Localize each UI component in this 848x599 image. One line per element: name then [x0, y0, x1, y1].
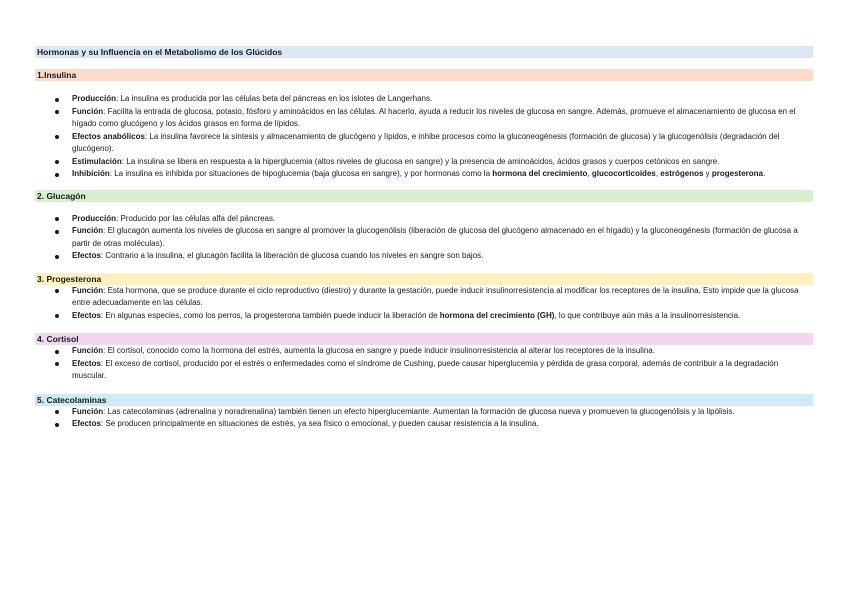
section-heading: 2. Glucagón — [35, 190, 813, 202]
item-separator: : — [103, 406, 108, 416]
section-heading: 3. Progesterona — [35, 273, 813, 285]
item-term: Función — [72, 226, 104, 235]
item-text: . — [763, 169, 766, 178]
item-term: Producción — [72, 94, 117, 103]
item-term: Efectos — [72, 358, 101, 368]
list-item — [35, 406, 813, 419]
item-text: La insulina se libera en respuesta a la hiperglucemia (altos niveles de glucosa en sangre) y la presencia de aminoácidos, ácidos grasos y cuerpos cetónicos en sangre. — [126, 156, 720, 166]
section-progesterona — [35, 273, 813, 323]
item-text: Esta hormona, que se produce durante el ciclo reproductivo (diestro) y durante la gestación, puede inducir insulinorresistencia al modificar los receptores de la insulina. Esto impide que la glucosa entre adecuadamente en las células. — [72, 285, 799, 307]
bullet-list — [35, 93, 813, 181]
list-item — [35, 358, 813, 383]
bullet-list — [35, 406, 813, 431]
item-emphasis: glucocorticoides — [591, 169, 656, 178]
item-text: Las catecolaminas (adrenalina y noradrenalina) también tienen un efecto hiperglucemiante. Aumentan la formación de glucosa nueva y promueven la glucogenólisis y la lipólisis. — [107, 406, 735, 416]
section-glucagon — [35, 190, 813, 263]
item-term: Estimulación — [72, 156, 122, 166]
item-text: El glucagón aumenta los niveles de glucosa en sangre al promover la glucogenólisis (liberación de glucosa del glucógeno almacenado en el hígado) y la gluconeogénesis (formación de glucosa a partir de otras moléculas). — [72, 226, 798, 248]
document-page — [35, 46, 813, 431]
item-separator: : — [121, 156, 127, 166]
item-text: , — [587, 169, 592, 178]
item-separator: : — [144, 131, 150, 141]
item-emphasis: hormona del crecimiento (GH) — [439, 310, 555, 320]
item-term: Función — [72, 406, 104, 416]
list-item — [35, 418, 813, 431]
list-item — [35, 250, 813, 263]
item-term: Efectos — [72, 251, 101, 260]
item-term: Efectos — [72, 310, 101, 320]
item-term: Función — [72, 285, 104, 295]
bullet-list — [35, 345, 813, 383]
section-insulina — [35, 69, 813, 181]
item-separator: : — [100, 251, 106, 260]
item-text: Facilita la entrada de glucosa, potasio, fósforo y aminoácidos en las células. Al hacerlo, ayuda a reducir los niveles de glucosa en sangre. Además, promueve el almacenamiento de glucosa en el hígado como glucógeno y los ácidos grasos en forma de lípidos. — [72, 106, 796, 128]
list-item — [35, 93, 813, 106]
item-separator: : — [103, 285, 108, 295]
item-separator: : — [100, 310, 106, 320]
item-separator: : — [109, 169, 115, 178]
item-term: Inhibición — [72, 169, 110, 178]
item-text: Se producen principalmente en situaciones de estrés, ya sea físico o emocional, y pueden causar resistencia a la insulina. — [105, 419, 539, 428]
item-text: , lo que contribuye aún más a la insulinorresistencia. — [554, 310, 741, 320]
item-text: La insulina es producida por las células beta del páncreas en los islotes de Langerhans. — [120, 94, 433, 103]
item-text: , — [655, 169, 661, 178]
item-separator: : — [116, 213, 121, 223]
section-cortisol — [35, 333, 813, 383]
section-heading: 1.Insulina — [35, 69, 813, 81]
item-term: Función — [72, 346, 104, 355]
item-text: El exceso de cortisol, producido por el estrés o enfermedades como el síndrome de Cushing, puede causar hiperglucemia y pérdida de grasa corporal, además de contribuir a la degradación muscular. — [72, 358, 779, 380]
section-heading: 5. Catecolaminas — [35, 394, 813, 406]
item-separator: : — [103, 106, 108, 116]
list-item — [35, 285, 813, 310]
item-separator: : — [103, 346, 108, 355]
section-heading: 4. Cortisol — [35, 333, 813, 345]
list-item — [35, 156, 813, 169]
item-text: La insulina es inhibida por situaciones de hipoglucemia (baja glucosa en sangre), y por hormonas como la — [114, 169, 493, 178]
section-catecolaminas — [35, 394, 813, 431]
list-item — [35, 310, 813, 323]
list-item — [35, 345, 813, 358]
item-separator: : — [116, 94, 121, 103]
list-item — [35, 131, 813, 156]
list-item — [35, 213, 813, 226]
item-text: Producido por las células alfa del páncreas. — [120, 213, 276, 223]
item-emphasis: estrógenos — [660, 169, 704, 178]
list-item — [35, 168, 813, 181]
item-text: El cortisol, conocido como la hormona del estrés, aumenta la glucosa en sangre y puede inducir insulinorresistencia al alterar los receptores de la insulina. — [107, 346, 655, 355]
item-term: Función — [72, 106, 104, 116]
item-text: En algunas especies, como los perros, la progesterona también puede inducir la liberación de — [105, 310, 440, 320]
item-text: y — [703, 169, 712, 178]
document-title: Hormonas y su Influencia en el Metabolismo de los Glúcidos — [35, 46, 813, 58]
item-text: Contrario a la insulina, el glucagón facilita la liberación de glucosa cuando los niveles en sangre son bajos. — [105, 251, 484, 260]
item-term: Efectos anabólicos — [72, 131, 145, 141]
bullet-list — [35, 285, 813, 323]
item-text: La insulina favorece la síntesis y almacenamiento de glucógeno y lípidos, e inhibe procesos como la gluconeogénesis (formación de glucosa) y la glucogenólisis (degradación del glucógeno). — [72, 131, 780, 153]
item-emphasis: progesterona — [711, 169, 763, 178]
item-separator: : — [100, 358, 106, 368]
item-term: Producción — [72, 213, 117, 223]
bullet-list — [35, 213, 813, 263]
item-term: Efectos — [72, 419, 101, 428]
list-item — [35, 106, 813, 131]
item-separator: : — [103, 226, 108, 235]
list-item — [35, 225, 813, 250]
item-emphasis: hormona del crecimiento — [492, 169, 588, 178]
item-separator: : — [100, 419, 106, 428]
